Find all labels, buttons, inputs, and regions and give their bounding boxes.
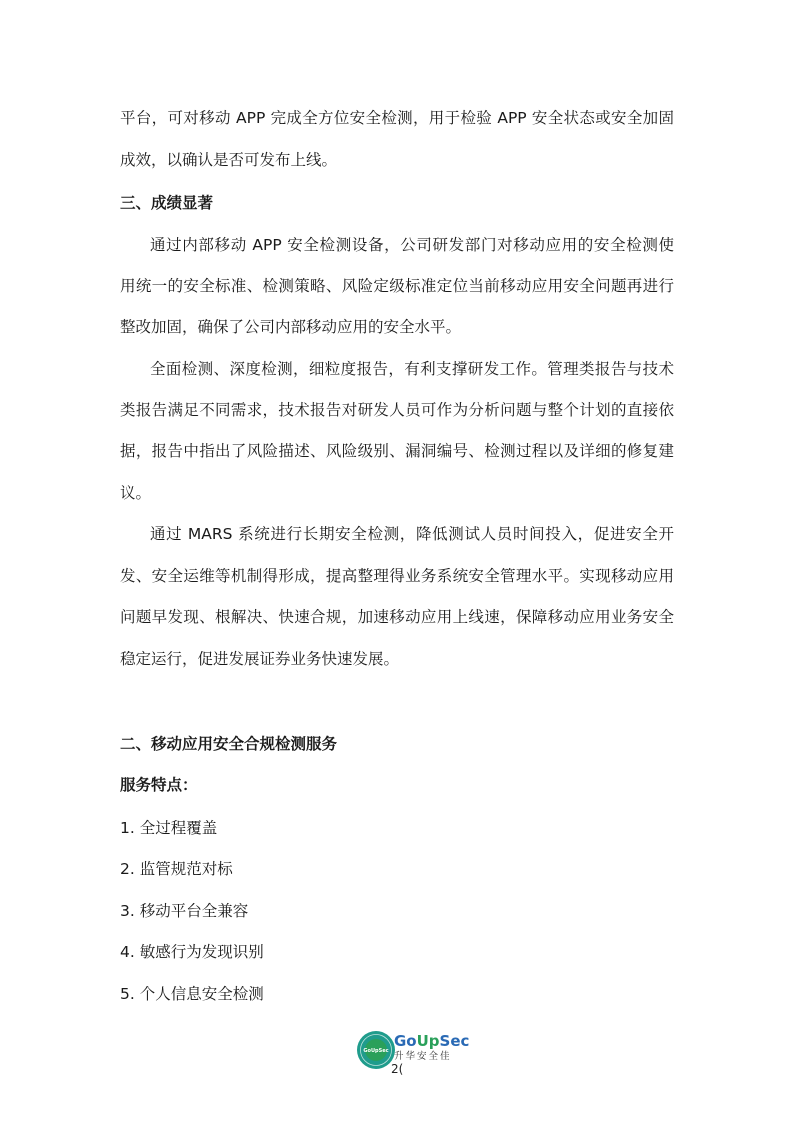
brand-up: Up xyxy=(416,1032,440,1050)
goupsec-logo-icon xyxy=(356,1030,396,1070)
paragraph-line: 整改加固，确保了公司内部移动应用的安全水平。 xyxy=(120,318,462,336)
section-heading-compliance-service: 二、移动应用安全合规检测服务 xyxy=(120,735,338,753)
paragraph-line: 议。 xyxy=(120,484,152,502)
brand-name xyxy=(394,1032,469,1050)
list-item: 2. 监管规范对标 xyxy=(120,860,233,878)
brand-go: Go xyxy=(394,1032,417,1050)
paragraph-line: 类报告满足不同需求，技术报告对研发人员可作为分析问题与整个计划的直接依 xyxy=(120,401,674,419)
paragraph-line: 通过内部移动 APP 安全检测设备，公司研发部门对移动应用的安全检测使 xyxy=(150,236,674,254)
paragraph-line: 平台，可对移动 APP 完成全方位安全检测，用于检验 APP 安全状态或安全加固 xyxy=(120,109,674,127)
paragraph-line: 稳定运行，促进发展证券业务快速发展。 xyxy=(120,650,400,668)
subheading-service-features: 服务特点： xyxy=(120,776,198,794)
list-item: 3. 移动平台全兼容 xyxy=(120,902,249,920)
section-heading-achievements: 三、成绩显著 xyxy=(120,194,214,212)
brand-subtitle: 升华安全佳 xyxy=(394,1051,452,1062)
paragraph-line: 全面检测、深度检测，细粒度报告，有利支撑研发工作。管理类报告与技术 xyxy=(150,360,674,378)
paragraph-line: 成效，以确认是否可发布上线。 xyxy=(120,151,338,169)
page-number: 2( xyxy=(391,1062,404,1076)
paragraph-line: 据，报告中指出了风险描述、风险级别、漏洞编号、检测过程以及详细的修复建 xyxy=(120,442,674,460)
paragraph-line: 通过 MARS 系统进行长期安全检测，降低测试人员时间投入，促进安全开 xyxy=(150,525,674,543)
paragraph-line: 问题早发现、根解决、快速合规，加速移动应用上线速，保障移动应用业务安全 xyxy=(120,608,674,626)
list-item: 4. 敏感行为发现识别 xyxy=(120,943,264,961)
logo-text: GoUpSec xyxy=(363,1048,389,1054)
paragraph-line: 用统一的安全标准、检测策略、风险定级标准定位当前移动应用安全问题再进行 xyxy=(120,277,674,295)
paragraph-line: 发、安全运维等机制得形成，提高整理得业务系统安全管理水平。实现移动应用 xyxy=(120,567,674,585)
list-item: 1. 全过程覆盖 xyxy=(120,819,218,837)
list-item: 5. 个人信息安全检测 xyxy=(120,985,264,1003)
brand-sec: Sec xyxy=(439,1032,470,1050)
